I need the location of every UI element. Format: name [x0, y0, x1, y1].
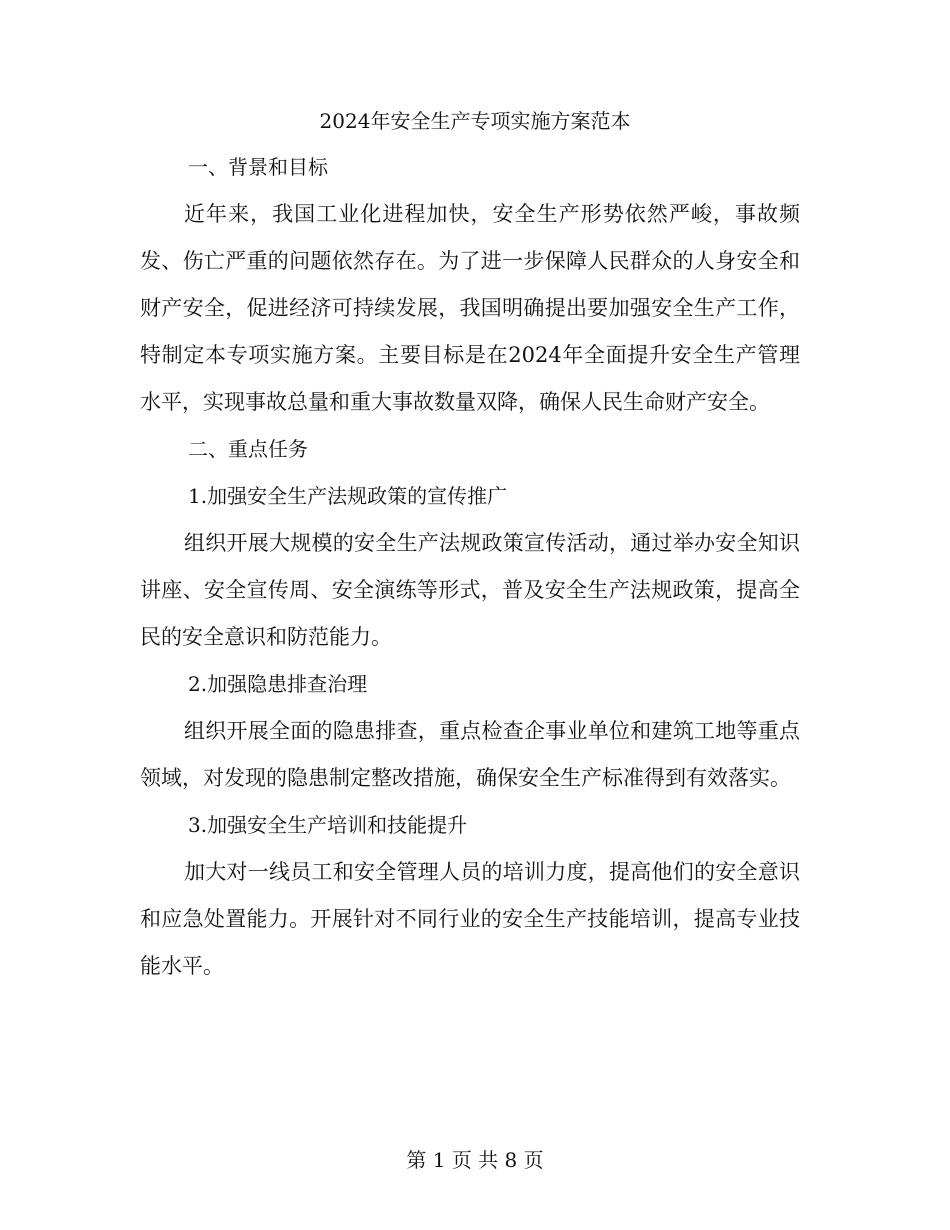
document-title: 2024年安全生产专项实施方案范本 [319, 109, 631, 133]
subheading-task-3: 3.加强安全生产培训和技能提升 [188, 813, 468, 837]
subheading-task-2: 2.加强隐患排查治理 [188, 672, 368, 696]
document-body [140, 144, 800, 990]
page-number-footer: 第 1 页 共 8 页 [406, 1148, 544, 1172]
subheading-task-1: 1.加强安全生产法规政策的宣传推广 [188, 484, 508, 508]
paragraph-task-1: 组织开展大规模的安全生产法规政策宣传活动，通过举办安全知识讲座、安全宣传周、安全演练等形式，普及安全生产法规政策，提高全民的安全意识和防范能力。 [140, 531, 800, 649]
paragraph-task-3: 加大对一线员工和安全管理人员的培训力度，提高他们的安全意识和应急处置能力。开展针对不同行业的安全生产技能培训，提高专业技能水平。 [140, 860, 800, 978]
section-heading-key-tasks: 二、重点任务 [188, 437, 308, 461]
section-heading-background: 一、背景和目标 [188, 155, 328, 179]
paragraph-task-2: 组织开展全面的隐患排查，重点检查企事业单位和建筑工地等重点领域，对发现的隐患制定整改措施，确保安全生产标准得到有效落实。 [140, 719, 800, 790]
paragraph-background: 近年来，我国工业化进程加快，安全生产形势依然严峻，事故频发、伤亡严重的问题依然存在。为了进一步保障人民群众的人身安全和财产安全，促进经济可持续发展，我国明确提出要加强安全生产工作，特制定本专项实施方案。主要目标是在2024年全面提升安全生产管理水平，实现事故总量和重大事故数量双降，确保人民生命财产安全。 [140, 202, 800, 414]
